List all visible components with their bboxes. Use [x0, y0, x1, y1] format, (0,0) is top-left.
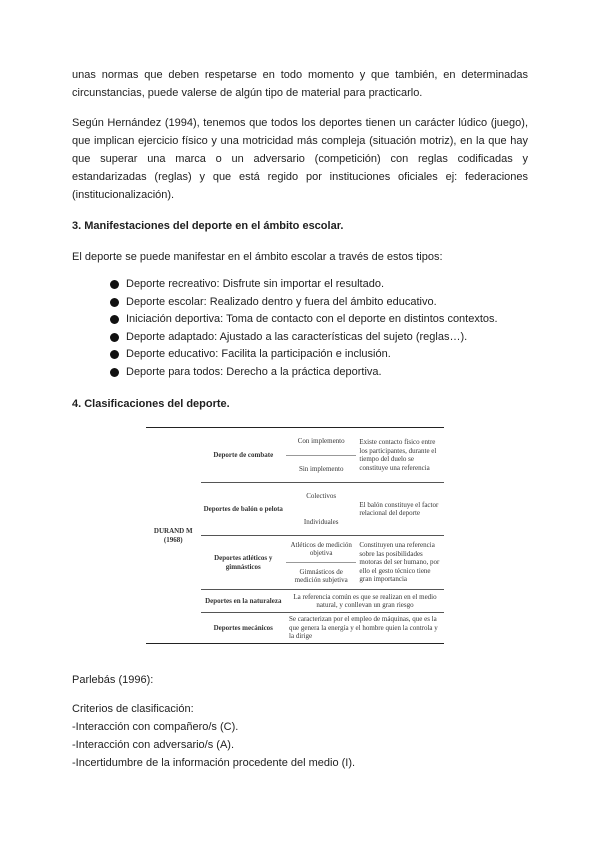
sub-atleticos: Atléticos de medición objetiva: [290, 540, 352, 557]
sport-types-list: [72, 276, 528, 381]
list-item: Iniciación deportiva: Toma de contacto con el deporte en distintos contextos.: [110, 311, 528, 329]
document-page: [72, 66, 528, 772]
criterios-title: Criterios de clasificación:: [72, 703, 194, 715]
sub-con-implemento: Con implemento: [297, 437, 345, 445]
category-mecanicos: Deportes mecánicos: [213, 623, 273, 632]
desc-balon: El balón constituye el factor relacional del deporte: [359, 500, 439, 517]
criterio-item: -Interacción con compañero/s (C).: [72, 721, 239, 733]
sub-sin-implemento: Sin implemento: [298, 464, 344, 473]
category-naturaleza: Deportes en la naturaleza: [205, 596, 282, 605]
criterio-item: -Interacción con adversario/s (A).: [72, 739, 235, 751]
category-atleticos: Deportes atléticos y gimnásticos: [214, 554, 273, 571]
section-4-heading: 4. Clasificaciones del deporte.: [72, 398, 230, 410]
bullet-icon: [110, 333, 119, 342]
bullet-icon: [110, 298, 119, 307]
section-3-heading: 3. Manifestaciones del deporte en el ámbito escolar.: [72, 220, 344, 232]
classification-table-figure: [146, 427, 446, 659]
desc-mecanicos: Se caracterizan por el empleo de máquinas, que es la que genera la energía y el hombre quien la controla y la dirige: [289, 615, 438, 641]
list-item: Deporte adaptado: Ajustado a las características del sujeto (reglas…).: [110, 329, 528, 347]
bullet-icon: [110, 368, 119, 377]
desc-combate: Existe contacto físico entre los participantes, durante el tiempo del duelo se constituye una referencia: [359, 438, 437, 472]
criterio-item: -Incertidumbre de la información procedente del medio (I).: [72, 757, 356, 769]
classification-table: [146, 427, 444, 644]
category-balon: Deportes de balón o pelota: [203, 504, 283, 513]
list-item: Deporte escolar: Realizado dentro y fuera del ámbito educativo.: [110, 294, 528, 312]
paragraph-hernandez: Según Hernández (1994), tenemos que todos los deportes tienen un carácter lúdico (juego), que implican ejercicio físico y una motricidad más compleja (situación motriz), en la que hay que superar una marca o un adversario (competición) con reglas codificadas y estandarizadas (reglas) y que está regido por instituciones oficiales ej: federaciones (institucionalización).: [72, 117, 528, 201]
paragraph-rules: unas normas que deben respetarse en todo momento y que también, en determinadas circunstancias, puede valerse de algún tipo de material para practicarlo.: [72, 69, 528, 99]
sub-colectivos: Colectivos: [306, 491, 337, 500]
section-3-intro: El deporte se puede manifestar en el ámbito escolar a través de estos tipos:: [72, 251, 443, 263]
bullet-icon: [110, 280, 119, 289]
list-item: Deporte educativo: Facilita la participación e inclusión.: [110, 346, 528, 364]
list-item: Deporte recreativo: Disfrute sin importar el resultado.: [110, 276, 528, 294]
bullet-icon: [110, 315, 119, 324]
parlebas-section: [72, 671, 528, 772]
sub-gimnasticos: Gimnásticos de medición subjetiva: [294, 567, 348, 584]
category-combate: Deporte de combate: [213, 450, 274, 459]
list-item: Deporte para todos: Derecho a la práctica deportiva.: [110, 364, 528, 382]
desc-atleticos: Constituyen una referencia sobre las posibilidades motoras del ser humano, por ello el gesto técnico tiene gran importancia: [359, 541, 440, 584]
parlebas-title: Parlebás (1996):: [72, 674, 154, 686]
table-author: DURAND M (1968): [153, 527, 193, 544]
sub-individuales: Individuales: [303, 517, 339, 526]
desc-naturaleza: La referencia común es que se realizan en el medio natural, y conllevan un gran riesgo: [293, 592, 437, 609]
bullet-icon: [110, 350, 119, 359]
